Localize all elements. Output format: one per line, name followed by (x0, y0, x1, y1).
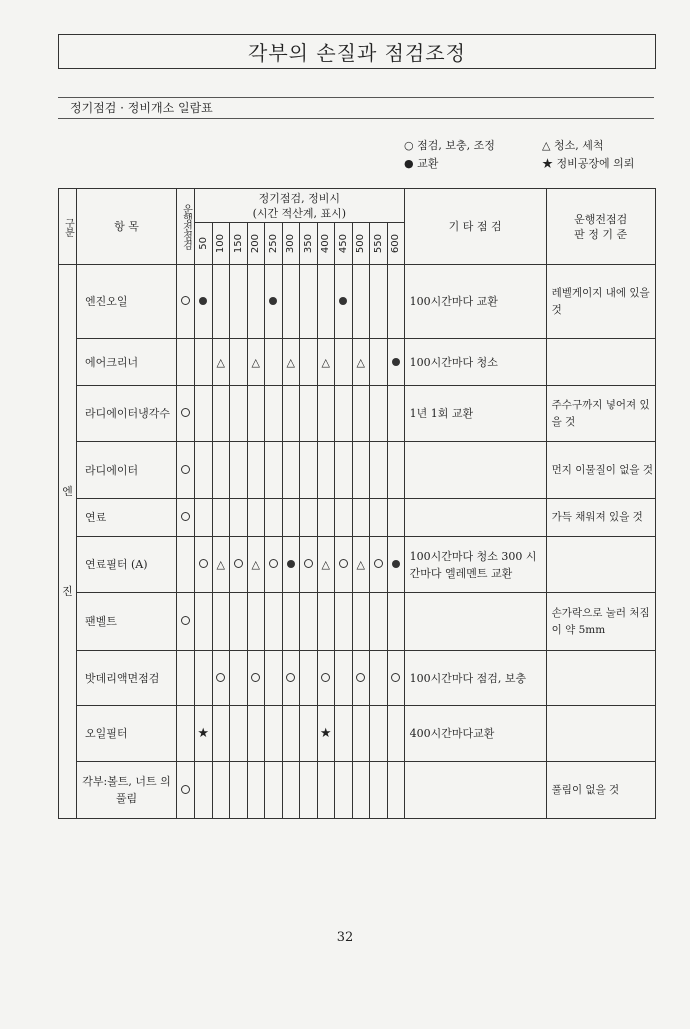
other-check: 100시간마다 청소 (404, 339, 546, 386)
pre-op-check (177, 706, 195, 762)
interval-cell (230, 762, 248, 819)
inspect-mark (251, 673, 260, 682)
table-row (59, 593, 656, 651)
criteria: 풀림이 없을 것 (546, 762, 655, 819)
interval-cell (352, 442, 370, 499)
interval-cell (335, 593, 353, 651)
interval-cell (212, 593, 230, 651)
pre-op-check (177, 386, 195, 442)
header-item: 항 목 (77, 189, 177, 265)
interval-cell (352, 706, 370, 762)
interval-cell (195, 762, 213, 819)
clean-mark: △ (251, 558, 260, 571)
clean-mark: △ (356, 558, 365, 571)
replace-mark (392, 560, 400, 568)
interval-cell (317, 537, 335, 593)
interval-cell (282, 499, 300, 537)
section-subtitle: 정기점검 · 정비개소 일람표 (70, 101, 213, 115)
hour-header: 100 (212, 223, 230, 265)
criteria: 손가락으로 눌러 처짐이 약 5mm (546, 593, 655, 651)
interval-cell (317, 593, 335, 651)
pre-op-check (177, 593, 195, 651)
interval-cell (335, 537, 353, 593)
replace-mark (287, 560, 295, 568)
clean-mark: △ (286, 355, 295, 369)
interval-cell (335, 265, 353, 339)
interval-cell (212, 499, 230, 537)
inspect-mark (216, 673, 225, 682)
hour-header: 500 (352, 223, 370, 265)
interval-cell (300, 442, 318, 499)
interval-cell (370, 706, 388, 762)
header-section: 구분 (59, 189, 77, 265)
pre-op-check (177, 339, 195, 386)
item-name: 연료 (77, 499, 177, 537)
interval-cell (212, 386, 230, 442)
item-name: 라디에이터냉각수 (77, 386, 177, 442)
inspect-mark (269, 559, 278, 568)
interval-cell (195, 499, 213, 537)
replace-mark (199, 297, 207, 305)
pre-op-check (177, 442, 195, 499)
interval-cell (300, 339, 318, 386)
hour-header: 300 (282, 223, 300, 265)
interval-cell (352, 651, 370, 706)
interval-cell (265, 265, 283, 339)
interval-cell (317, 442, 335, 499)
interval-cell (247, 386, 265, 442)
interval-cell (265, 593, 283, 651)
interval-cell (300, 762, 318, 819)
header-periodic: 정기점검, 정비시 (시간 적산계, 표시) (195, 189, 405, 223)
criteria (546, 339, 655, 386)
interval-cell (352, 762, 370, 819)
interval-cell (212, 442, 230, 499)
interval-cell (265, 339, 283, 386)
table-row (59, 442, 656, 499)
pre-op-check (177, 499, 195, 537)
section-engine: 엔 진 (59, 265, 77, 819)
interval-cell (265, 537, 283, 593)
hour-header: 450 (335, 223, 353, 265)
interval-cell (370, 651, 388, 706)
interval-cell (387, 651, 404, 706)
interval-cell (300, 265, 318, 339)
inspect-mark (181, 616, 190, 625)
hour-header: 350 (300, 223, 318, 265)
interval-cell (282, 442, 300, 499)
interval-cell (265, 706, 283, 762)
inspect-mark (181, 408, 190, 417)
interval-cell (387, 537, 404, 593)
criteria (546, 537, 655, 593)
interval-cell (352, 499, 370, 537)
interval-cell (230, 537, 248, 593)
symbol-legend (404, 137, 634, 173)
table-row (59, 706, 656, 762)
criteria (546, 651, 655, 706)
interval-cell (195, 442, 213, 499)
maintenance-table (58, 188, 656, 819)
criteria: 먼지 이물질이 없을 것 (546, 442, 655, 499)
table-row (59, 339, 656, 386)
inspect-mark (181, 465, 190, 474)
interval-cell (387, 593, 404, 651)
clean-mark: △ (216, 355, 225, 369)
item-name: 팬벨트 (77, 593, 177, 651)
inspect-mark (181, 296, 190, 305)
interval-cell (195, 537, 213, 593)
item-name: 에어크리너 (77, 339, 177, 386)
clean-mark: △ (321, 558, 330, 571)
interval-cell (335, 499, 353, 537)
interval-cell (317, 651, 335, 706)
inspect-mark (374, 559, 383, 568)
interval-cell (265, 762, 283, 819)
interval-cell (212, 651, 230, 706)
interval-cell (335, 706, 353, 762)
interval-cell (282, 762, 300, 819)
hour-header: 550 (370, 223, 388, 265)
item-name: 오일필터 (77, 706, 177, 762)
other-check: 100시간마다 교환 (404, 265, 546, 339)
other-check: 400시간마다교환 (404, 706, 546, 762)
other-check: 100시간마다 청소 300 시간마다 엘레멘트 교환 (404, 537, 546, 593)
inspect-mark (181, 785, 190, 794)
interval-cell (300, 386, 318, 442)
item-name: 엔진오일 (77, 265, 177, 339)
clean-mark: △ (321, 355, 330, 369)
other-check (404, 442, 546, 499)
interval-cell (195, 265, 213, 339)
interval-cell (300, 537, 318, 593)
interval-cell (230, 651, 248, 706)
page-title: 각부의 손질과 점검조정 (58, 34, 656, 69)
hour-header: 150 (230, 223, 248, 265)
interval-cell (370, 762, 388, 819)
pre-op-check (177, 537, 195, 593)
table-row (59, 386, 656, 442)
item-name: 연료필터 (A) (77, 537, 177, 593)
other-check (404, 593, 546, 651)
interval-cell (265, 442, 283, 499)
interval-cell (212, 265, 230, 339)
interval-cell (247, 593, 265, 651)
hour-header: 200 (247, 223, 265, 265)
clean-mark: △ (216, 558, 225, 571)
interval-cell (370, 339, 388, 386)
interval-cell (300, 651, 318, 706)
interval-cell (352, 339, 370, 386)
interval-cell (387, 339, 404, 386)
interval-cell (265, 499, 283, 537)
workshop-mark: ★ (319, 726, 332, 741)
interval-cell (282, 651, 300, 706)
pre-op-check (177, 762, 195, 819)
table-row (59, 762, 656, 819)
workshop-mark: ★ (197, 726, 210, 741)
interval-cell (230, 593, 248, 651)
interval-cell (335, 339, 353, 386)
interval-cell (387, 386, 404, 442)
interval-cell (387, 706, 404, 762)
interval-cell (212, 762, 230, 819)
inspect-mark (286, 673, 295, 682)
header-criteria: 운행전점검 판 정 기 준 (546, 189, 655, 265)
inspect-mark (234, 559, 243, 568)
interval-cell (247, 651, 265, 706)
other-check (404, 499, 546, 537)
legend-star: ★ 정비공장에 의뢰 (542, 157, 635, 170)
interval-cell (282, 265, 300, 339)
interval-cell (247, 339, 265, 386)
inspect-mark (391, 673, 400, 682)
interval-cell (317, 762, 335, 819)
hour-header: 250 (265, 223, 283, 265)
item-name: 밧데리액면점검 (77, 651, 177, 706)
legend-circle: ○ 점검, 보충, 조정 (404, 139, 495, 152)
interval-cell (300, 593, 318, 651)
other-check: 100시간마다 점검, 보충 (404, 651, 546, 706)
legend-triangle: △ 청소, 세척 (542, 139, 604, 152)
interval-cell (282, 386, 300, 442)
inspect-mark (356, 673, 365, 682)
interval-cell (230, 265, 248, 339)
interval-cell (230, 706, 248, 762)
interval-cell (352, 265, 370, 339)
interval-cell (387, 442, 404, 499)
interval-cell (230, 386, 248, 442)
hour-header: 400 (317, 223, 335, 265)
criteria: 주수구까지 넣어져 있을 것 (546, 386, 655, 442)
interval-cell (352, 593, 370, 651)
criteria: 레벨게이지 내에 있을 것 (546, 265, 655, 339)
inspect-mark (304, 559, 313, 568)
item-name: 라디에이터 (77, 442, 177, 499)
inspect-mark (321, 673, 330, 682)
replace-mark (269, 297, 277, 305)
interval-cell (387, 762, 404, 819)
interval-cell (230, 499, 248, 537)
interval-cell (387, 265, 404, 339)
criteria: 가득 채워져 있을 것 (546, 499, 655, 537)
divider (58, 118, 654, 119)
interval-cell (370, 499, 388, 537)
interval-cell (317, 386, 335, 442)
header-other: 기 타 점 검 (404, 189, 546, 265)
replace-mark (339, 297, 347, 305)
other-check: 1년 1회 교환 (404, 386, 546, 442)
interval-cell (230, 442, 248, 499)
legend-dot: ● 교환 (404, 157, 439, 170)
interval-cell (317, 339, 335, 386)
other-check (404, 762, 546, 819)
interval-cell (370, 265, 388, 339)
inspect-mark (181, 512, 190, 521)
divider (58, 97, 654, 98)
interval-cell (265, 651, 283, 706)
interval-cell (195, 386, 213, 442)
hour-header: 600 (387, 223, 404, 265)
table-row (59, 651, 656, 706)
interval-cell (352, 386, 370, 442)
interval-cell (317, 499, 335, 537)
clean-mark: △ (356, 355, 365, 369)
interval-cell (335, 762, 353, 819)
interval-cell (370, 442, 388, 499)
interval-cell (300, 499, 318, 537)
interval-cell (370, 386, 388, 442)
interval-cell (195, 651, 213, 706)
interval-cell (370, 537, 388, 593)
header-pre-op: 운행전점검 (177, 189, 195, 265)
interval-cell (230, 339, 248, 386)
replace-mark (392, 358, 400, 366)
interval-cell (247, 537, 265, 593)
interval-cell (195, 339, 213, 386)
interval-cell (212, 339, 230, 386)
interval-cell (335, 386, 353, 442)
item-name: 각부:볼트, 너트 의 풀림 (77, 762, 177, 819)
inspect-mark (199, 559, 208, 568)
interval-cell (212, 706, 230, 762)
interval-cell (282, 593, 300, 651)
interval-cell (282, 339, 300, 386)
table-row (59, 537, 656, 593)
criteria (546, 706, 655, 762)
interval-cell (317, 265, 335, 339)
interval-cell (352, 537, 370, 593)
interval-cell (300, 706, 318, 762)
interval-cell (247, 706, 265, 762)
pre-op-check (177, 265, 195, 339)
table-row (59, 499, 656, 537)
hour-header: 50 (195, 223, 213, 265)
interval-cell (247, 762, 265, 819)
interval-cell (370, 593, 388, 651)
clean-mark: △ (251, 355, 260, 369)
interval-cell (247, 499, 265, 537)
interval-cell (212, 537, 230, 593)
interval-cell (265, 386, 283, 442)
interval-cell (247, 442, 265, 499)
table-row (59, 265, 656, 339)
interval-cell (387, 499, 404, 537)
pre-op-check (177, 651, 195, 706)
interval-cell (195, 593, 213, 651)
interval-cell (335, 651, 353, 706)
interval-cell (335, 442, 353, 499)
interval-cell (247, 265, 265, 339)
inspect-mark (339, 559, 348, 568)
interval-cell (195, 706, 213, 762)
interval-cell (282, 706, 300, 762)
page-number: 32 (336, 930, 354, 945)
interval-cell (317, 706, 335, 762)
interval-cell (282, 537, 300, 593)
